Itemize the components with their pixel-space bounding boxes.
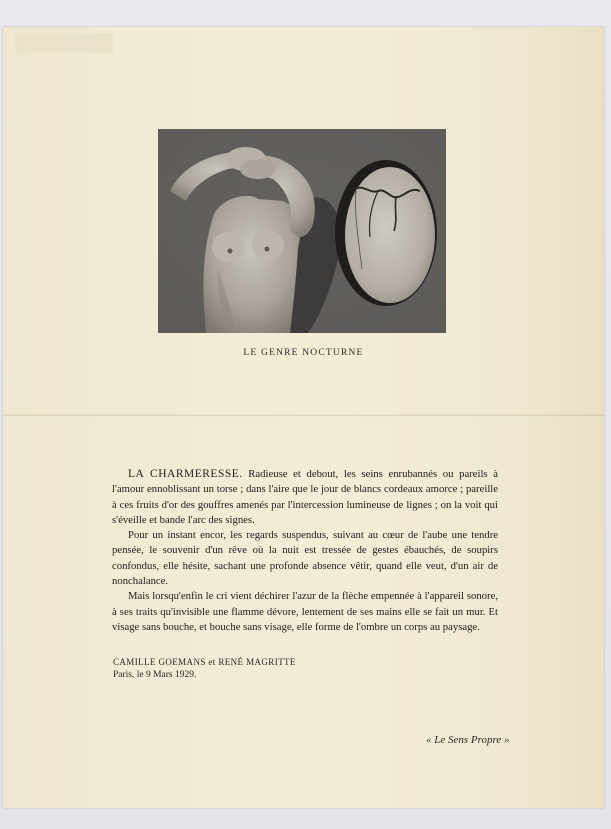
- source-citation: « Le Sens Propre »: [426, 734, 510, 746]
- paragraph-2: Pour un instant encor, les regards suspendus, suivant au cœur de l'aube une tendre pensée, le souvenir d'un rêve où la nuit est tressée de gestes ébauchés, de soupirs confondus, elle hésite, sachant une profonde absence vêtir, quand elle veut, d'un air de nonchalance.: [112, 529, 498, 588]
- paper-stain: [15, 33, 113, 53]
- dateline: Paris, le 9 Mars 1929.: [113, 670, 197, 680]
- paper-fold-line: [3, 414, 604, 417]
- document-page: [3, 27, 604, 808]
- photograph-illustration: [158, 129, 446, 333]
- paragraph-3: Mais lorsqu'enfin le cri vient déchirer l'azur de la flèche empennée à l'appareil sonore, à ses traits qu'invisible une flamme dévore, lentement de ses mains elle se fait un mur. Et visage sans bouche, et bouche sans visage, elle forme de l'ombre un corps au paysage.: [112, 590, 498, 633]
- paragraph-1-text: Radieuse et debout, les seins enrubannés ou pareils à l'amour ennoblissant un torse ; dans l'aire que le jour de blancs cordeaux amorce ; pareille à ces fruits d'or des gouffres amenés par l'intercession lumineuse de lignes ; on la voit qui s'éveille et bande l'arc des signes.: [112, 468, 498, 526]
- prose-poem: [112, 467, 498, 635]
- paragraph-1: [112, 467, 498, 528]
- photograph-image: [158, 129, 446, 333]
- poem-title: LA CHARMERESSE.: [128, 468, 243, 480]
- author-signature: CAMILLE GOEMANS et RENÉ MAGRITTE: [113, 657, 296, 667]
- photo-caption: LE GENRE NOCTURNE: [243, 348, 364, 358]
